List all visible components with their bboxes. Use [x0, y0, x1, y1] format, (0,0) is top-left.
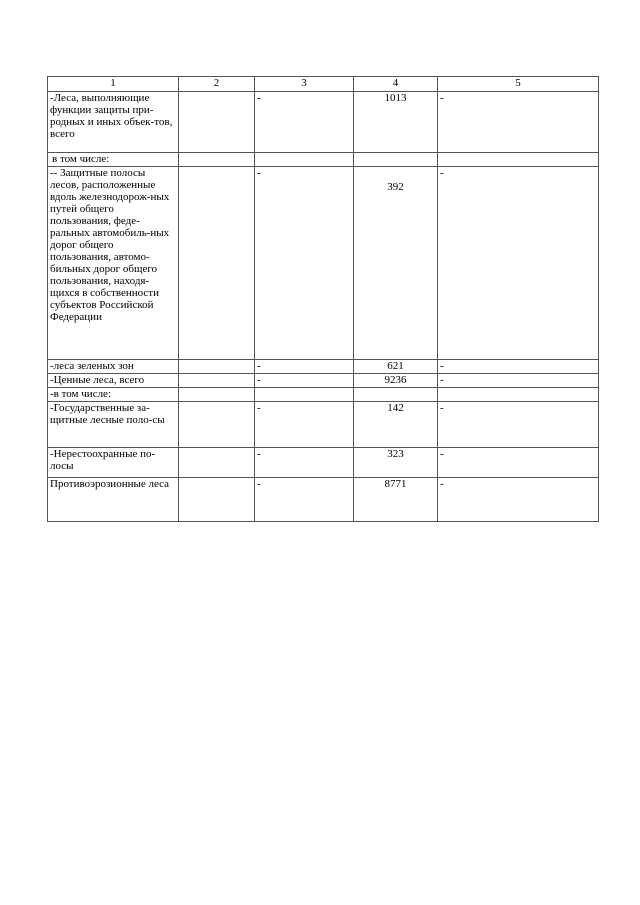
row-category-cell: -Государственные за-щитные лесные поло-сы [48, 402, 179, 448]
row-category-cell: -Ценные леса, всего [48, 374, 179, 388]
row-category-cell: -в том числе: [48, 388, 179, 402]
row-col2-cell [179, 388, 255, 402]
row-col3-cell: - [255, 360, 354, 374]
table-row [48, 153, 599, 167]
row-value-cell: 8771 [354, 478, 438, 522]
table-row [48, 448, 599, 478]
row-col5-cell [438, 388, 599, 402]
row-col3-cell: - [255, 402, 354, 448]
table-row [48, 374, 599, 388]
table-row [48, 92, 599, 153]
row-value-text: 392 [387, 181, 404, 193]
row-col5-cell: - [438, 478, 599, 522]
row-col5-cell [438, 153, 599, 167]
row-col3-cell: - [255, 374, 354, 388]
header-cell-5: 5 [438, 77, 599, 92]
row-col5-cell: - [438, 402, 599, 448]
header-cell-1: 1 [48, 77, 179, 92]
header-cell-4: 4 [354, 77, 438, 92]
row-col2-cell [179, 402, 255, 448]
row-value-cell: 621 [354, 360, 438, 374]
row-col2-cell [179, 153, 255, 167]
row-col2-cell [179, 478, 255, 522]
row-col5-cell: - [438, 92, 599, 153]
table-row [48, 402, 599, 448]
row-col5-cell: - [438, 374, 599, 388]
row-col3-cell: - [255, 92, 354, 153]
row-category-cell: -Нерестоохранные по-лосы [48, 448, 179, 478]
row-value-cell: 323 [354, 448, 438, 478]
row-col3-cell: - [255, 448, 354, 478]
row-col3-cell: - [255, 478, 354, 522]
row-value-cell [354, 167, 438, 360]
row-col2-cell [179, 374, 255, 388]
row-value-cell: 142 [354, 402, 438, 448]
row-col3-cell [255, 388, 354, 402]
row-col3-cell [255, 153, 354, 167]
row-col5-cell: - [438, 448, 599, 478]
table-row [48, 167, 599, 360]
table-header-row [48, 77, 599, 92]
row-category-cell: -- Защитные полосы лесов, расположенные вдоль железнодорож-ных путей общего пользования, феде-ральных автомобиль-ных дорог общего пользования, автомо-бильных дорог общего пользования, находя-щихся в собственности субъектов Российской Федерации [48, 167, 179, 360]
row-col3-cell: - [255, 167, 354, 360]
row-category-cell: Противоэрозионные леса [48, 478, 179, 522]
row-col2-cell [179, 448, 255, 478]
row-category-cell: -Леса, выполняющие функции защиты при-родных и иных объек-тов, всего [48, 92, 179, 153]
row-value-cell: 9236 [354, 374, 438, 388]
header-cell-2: 2 [179, 77, 255, 92]
header-cell-3: 3 [255, 77, 354, 92]
row-category-cell: в том числе: [48, 153, 179, 167]
row-value-cell: 1013 [354, 92, 438, 153]
table-row [48, 478, 599, 522]
row-value-cell [354, 153, 438, 167]
row-col5-cell: - [438, 167, 599, 360]
row-category-cell: -леса зеленых зон [48, 360, 179, 374]
row-col2-cell [179, 167, 255, 360]
row-col5-cell: - [438, 360, 599, 374]
row-col2-cell [179, 92, 255, 153]
table-row [48, 388, 599, 402]
table-row [48, 360, 599, 374]
row-col2-cell [179, 360, 255, 374]
forest-categories-table [47, 76, 599, 522]
row-value-cell [354, 388, 438, 402]
